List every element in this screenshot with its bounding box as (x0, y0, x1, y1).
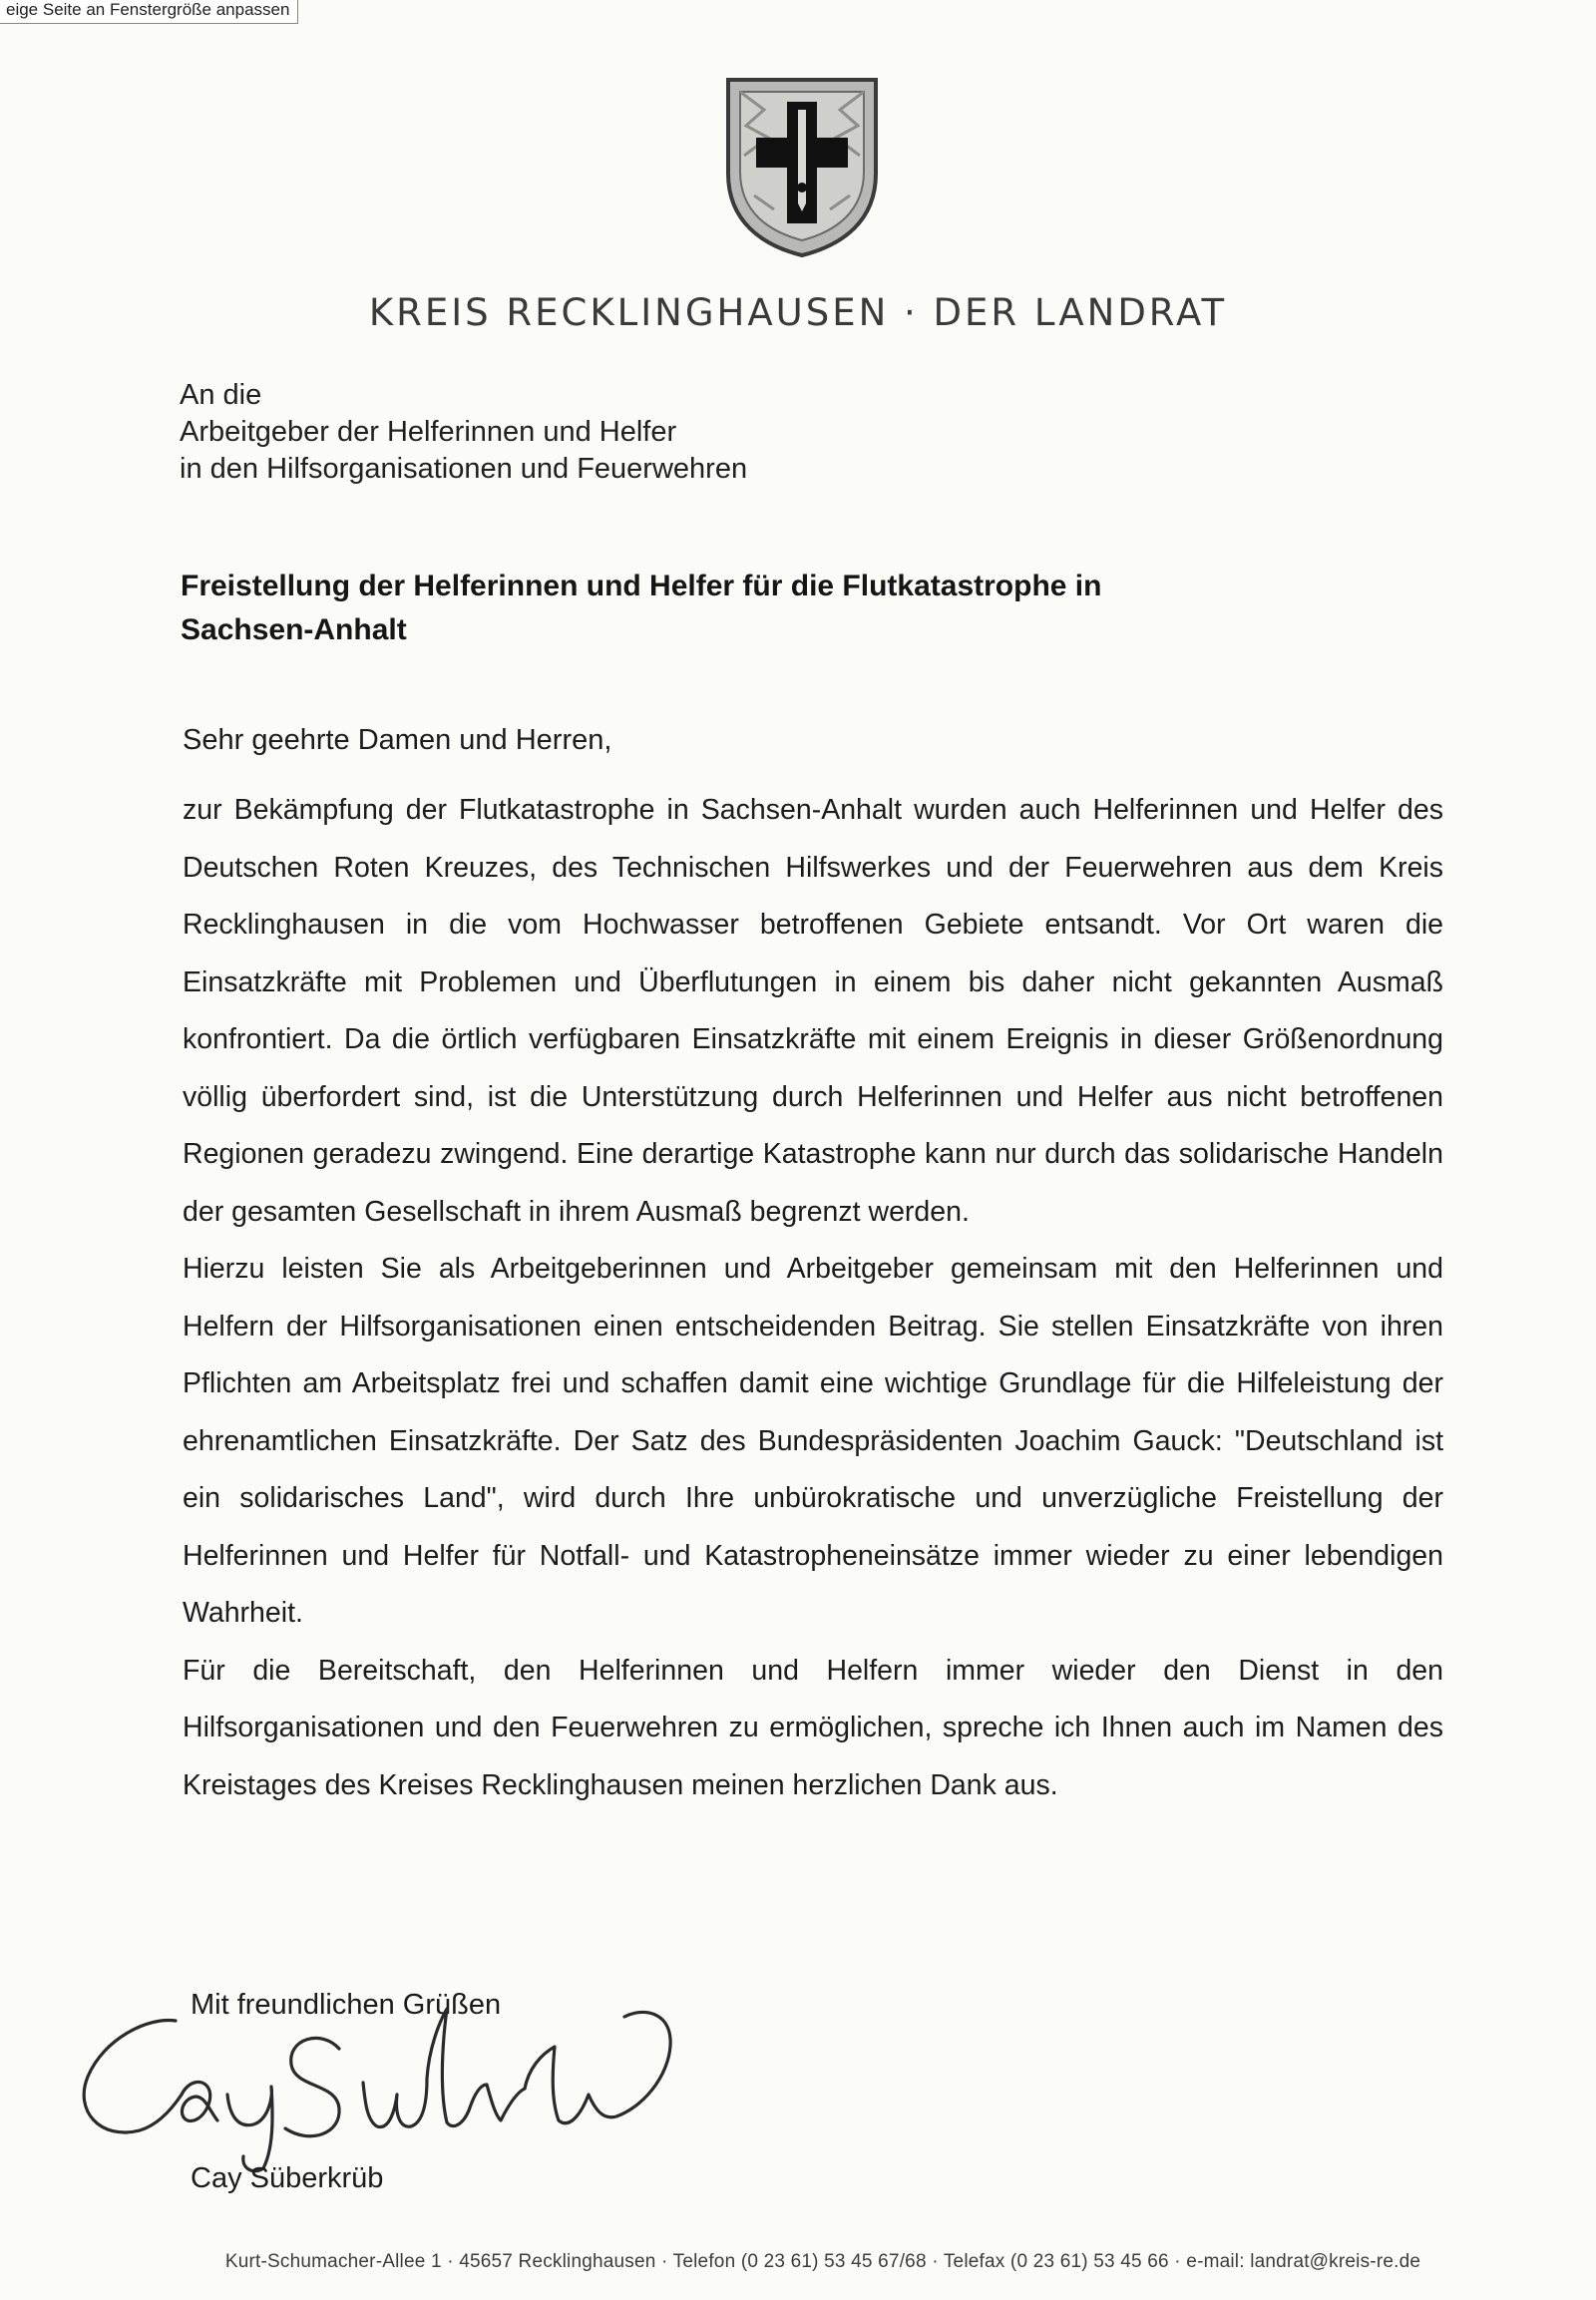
body-paragraph: Für die Bereitschaft, den Helferinnen und Helfern immer wieder den Dienst in den Hilfsorganisationen und den Feuerwehren zu ermöglichen, spreche ich Ihnen auch im Namen des Kreistages des Kreises Recklinghausen meinen herzlichen Dank aus. (183, 1654, 1443, 1801)
signer-name: Cay Süberkrüb (191, 2162, 384, 2194)
fit-page-tooltip: eige Seite an Fenstergröße anpassen (0, 0, 298, 24)
subject-line-1: Freistellung der Helferinnen und Helfer für die Flutkatastrophe in (181, 570, 1102, 602)
body-paragraph: Hierzu leisten Sie als Arbeitgeberinnen und Arbeitgeber gemeinsam mit den Helferinnen und Helfern der Hilfsorganisationen einen entscheidenden Beitrag. Sie stellen Einsatzkräfte von ihren Pflichten am Arbeitsplatz frei und schaffen damit eine wichtige Grundlage für die Hilfeleistung der ehrenamtlichen Einsatzkräfte. Der Satz des Bundespräsidenten Joachim Gauck: "Deutschland ist ein solidarisches Land", wird durch Ihre unbürokratische und unverzügliche Freistellung der Helferinnen und Helfer für Notfall- und Katastropheneinsätze immer wieder zu einer lebendigen Wahrheit. (183, 1253, 1443, 1629)
subject-line-2: Sachsen-Anhalt (181, 613, 407, 646)
handwritten-signature (78, 1999, 716, 2174)
coat-of-arms-icon (724, 76, 880, 259)
addressee-block (180, 377, 747, 488)
addressee-line: Arbeitgeber der Helferinnen und Helfer (180, 416, 677, 448)
addressee-line: in den Hilfsorganisationen und Feuerwehren (180, 453, 748, 485)
letter-body (183, 782, 1443, 1814)
footer-contact: Kurt-Schumacher-Allee 1 · 45657 Recklinghausen · Telefon (0 23 61) 53 45 67/68 · Telefax (0 23 61) 53 45 66 · e-mail: landrat@kreis-re.de (224, 2251, 1421, 2272)
addressee-line: An die (180, 379, 262, 411)
closing-phrase: Mit freundlichen Grüßen (191, 1989, 502, 2021)
subject-line (181, 565, 1101, 652)
body-paragraph: zur Bekämpfung der Flutkatastrophe in Sachsen-Anhalt wurden auch Helferinnen und Helfer des Deutschen Roten Kreuzes, des Technischen Hilfswerkes und der Feuerwehren aus dem Kreis Recklinghausen in die vom Hochwasser betroffenen Gebiete entsandt. Vor Ort waren die Einsatzkräfte mit Problemen und Überflutungen in einem bis daher nicht gekannten Ausmaß konfrontiert. Da die örtlich verfügbaren Einsatzkräfte mit einem Ereignis in dieser Größenordnung völlig überfordert sind, ist die Unterstützung durch Helferinnen und Helfer aus nicht betroffenen Regionen geradezu zwingend. Eine derartige Katastrophe kann nur durch das solidarische Handeln der gesamten Gesellschaft in ihrem Ausmaß begrenzt werden. (183, 794, 1443, 1228)
salutation: Sehr geehrte Damen und Herren, (183, 724, 612, 756)
letterhead-authority: KREIS RECKLINGHAUSEN · DER LANDRAT (368, 291, 1228, 334)
